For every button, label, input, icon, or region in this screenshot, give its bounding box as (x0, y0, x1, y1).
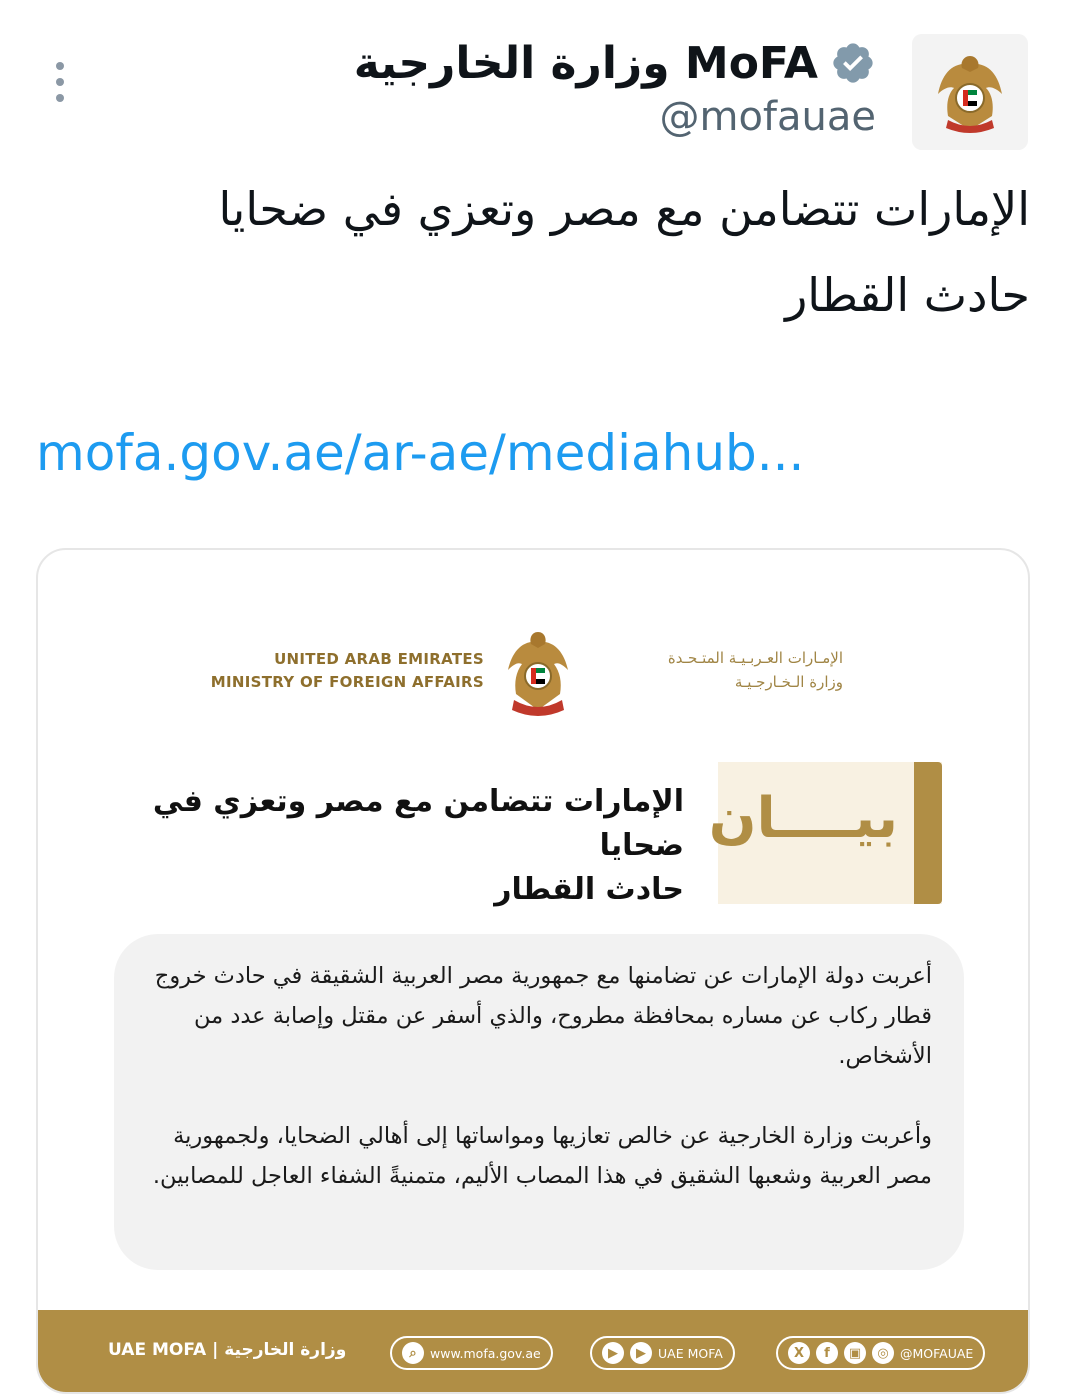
logo-arabic-text: الإمـارات العـربـيـة المتـحـدة وزارة الـخـارجـيـة (667, 649, 843, 691)
statement-paragraph: أعربت دولة الإمارات عن تضامنها مع جمهورية مصر العربية الشقيقة في حادث خروج قطار ركاب عن مساره بمحافظة مطروح، والذي أسفر عن مقتل وإصابة عدد من الأشخاص. (154, 963, 932, 1069)
play-icon: ▶ (630, 1342, 652, 1364)
footer-band (38, 1310, 1030, 1394)
author-handle[interactable]: @mofauae (659, 94, 876, 140)
social-pill: X f ▣ ◎ @MOFAUAE (776, 1336, 985, 1370)
emblem-icon (498, 628, 578, 724)
avatar[interactable] (912, 34, 1028, 150)
video-pill: ▶ ▶ UAE MOFA (590, 1336, 735, 1370)
statement-paragraph: وأعربت وزارة الخارجية عن خالص تعازيها ومواساتها إلى أهالي الضحايا، ولجمهورية مصر العربية وشعبها الشقيق في هذا المصاب الأليم، متمنيةً الشفاء العاجل للمصابين. (152, 1123, 932, 1189)
statement-body-text (142, 956, 932, 1196)
tweet-text-line: الإمارات تتضامن مع مصر وتعزي في ضحايا (218, 182, 1030, 236)
more-options-button[interactable] (48, 60, 72, 104)
more-icon (56, 62, 64, 70)
instagram-icon: ◎ (872, 1342, 894, 1364)
facebook-icon: f (816, 1342, 838, 1364)
display-name[interactable]: وزارة الخارجية MoFA (353, 37, 818, 89)
author-name-row (354, 30, 876, 96)
footer-brand: UAE MOFA | وزارة الخارجية (108, 1340, 347, 1360)
media-card[interactable] (36, 548, 1030, 1394)
tweet-link[interactable]: mofa.gov.ae/ar-ae/mediahub... (36, 424, 805, 482)
logo-english-text: UNITED ARAB EMIRATES MINISTRY OF FOREIGN AFFAIRS (210, 650, 484, 691)
website-pill: ⌕ www.mofa.gov.ae (390, 1336, 553, 1370)
statement-headline: الإمارات تتضامن مع مصر وتعزي في ضحايا حادث القطار (152, 784, 684, 907)
statement-word: بيــــان (708, 786, 898, 851)
tweet-text-line: حادث القطار (785, 268, 1030, 322)
verified-icon (830, 40, 876, 86)
tweet-text (90, 166, 1030, 338)
statement-accent-bar (914, 762, 942, 904)
statement-body-panel (114, 934, 964, 1270)
ministry-logo (38, 628, 1030, 728)
emblem-icon (912, 34, 1028, 150)
statement-label-box (708, 762, 942, 904)
search-icon: ⌕ (402, 1342, 424, 1364)
linkedin-icon: ▣ (844, 1342, 866, 1364)
x-icon: X (788, 1342, 810, 1364)
youtube-icon: ▶ (602, 1342, 624, 1364)
